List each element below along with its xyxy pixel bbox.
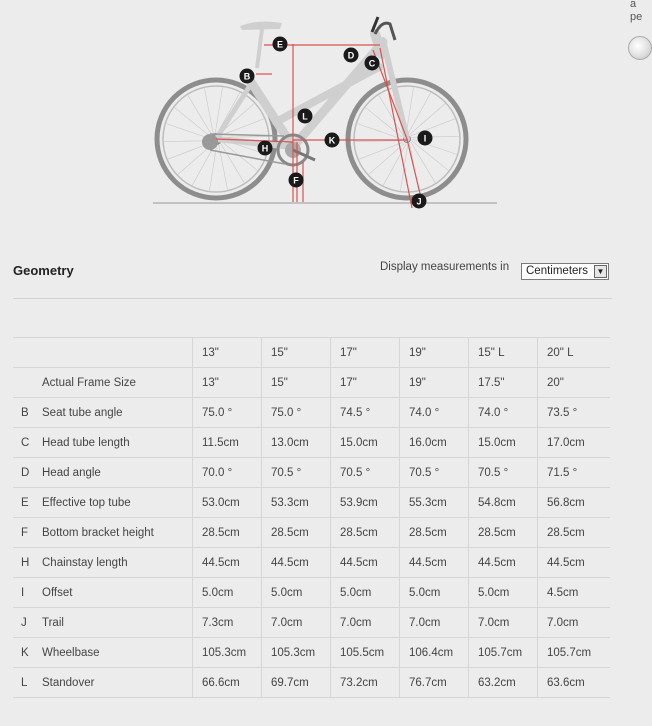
table-cell: 53.9cm bbox=[331, 488, 400, 518]
row-label: Actual Frame Size bbox=[42, 368, 193, 398]
table-row bbox=[13, 488, 610, 518]
diagram-marker-e bbox=[273, 37, 288, 52]
table-cell: 28.5cm bbox=[262, 518, 331, 548]
diagram-marker-h bbox=[258, 141, 273, 156]
row-key bbox=[13, 368, 42, 398]
geometry-title: Geometry bbox=[13, 263, 74, 278]
table-cell: 105.5cm bbox=[331, 638, 400, 668]
row-label: Head angle bbox=[42, 458, 193, 488]
table-cell: 70.5 ° bbox=[469, 458, 538, 488]
table-cell: 5.0cm bbox=[400, 578, 469, 608]
table-cell: 70.0 ° bbox=[193, 458, 262, 488]
table-cell: 76.7cm bbox=[400, 668, 469, 698]
row-key: L bbox=[13, 668, 42, 698]
table-cell: 105.3cm bbox=[262, 638, 331, 668]
svg-text:L: L bbox=[302, 111, 308, 122]
table-cell: 5.0cm bbox=[193, 578, 262, 608]
table-header-name bbox=[42, 338, 193, 368]
table-cell: 55.3cm bbox=[400, 488, 469, 518]
corner-text: a pe bbox=[630, 0, 643, 23]
svg-text:E: E bbox=[276, 39, 284, 50]
diagram-marker-f bbox=[289, 173, 304, 188]
table-cell: 105.3cm bbox=[193, 638, 262, 668]
svg-text:B: B bbox=[243, 71, 251, 82]
table-cell: 5.0cm bbox=[469, 578, 538, 608]
bike-frame bbox=[216, 34, 407, 147]
table-cell: 7.0cm bbox=[469, 608, 538, 638]
table-cell: 63.2cm bbox=[469, 668, 538, 698]
display-measurements-label: Display measurements in bbox=[380, 261, 510, 273]
svg-text:I: I bbox=[423, 133, 427, 144]
diagram-marker-l bbox=[298, 109, 313, 124]
svg-text:D: D bbox=[347, 50, 355, 61]
table-row bbox=[13, 428, 610, 458]
row-key: J bbox=[13, 608, 42, 638]
table-cell: 7.0cm bbox=[262, 608, 331, 638]
unit-select-value: Centimeters bbox=[526, 265, 588, 277]
table-header-row bbox=[13, 338, 610, 368]
corner-button[interactable] bbox=[628, 36, 652, 60]
table-cell: 15.0cm bbox=[331, 428, 400, 458]
table-cell: 63.6cm bbox=[538, 668, 610, 698]
diagram-marker-d bbox=[344, 48, 359, 63]
table-cell: 44.5cm bbox=[400, 548, 469, 578]
table-row bbox=[13, 608, 610, 638]
table-cell: 44.5cm bbox=[469, 548, 538, 578]
table-cell: 28.5cm bbox=[331, 518, 400, 548]
divider bbox=[13, 298, 612, 299]
row-key: H bbox=[13, 548, 42, 578]
unit-select[interactable] bbox=[521, 263, 609, 280]
table-cell: 105.7cm bbox=[538, 638, 610, 668]
column-header-size: 19" bbox=[400, 338, 469, 368]
svg-text:C: C bbox=[368, 58, 376, 69]
table-cell: 7.0cm bbox=[400, 608, 469, 638]
row-label: Effective top tube bbox=[42, 488, 193, 518]
row-key: F bbox=[13, 518, 42, 548]
table-cell: 74.5 ° bbox=[331, 398, 400, 428]
column-header-size: 20" L bbox=[538, 338, 610, 368]
table-cell: 44.5cm bbox=[262, 548, 331, 578]
table-cell: 28.5cm bbox=[193, 518, 262, 548]
diagram-marker-j bbox=[412, 194, 427, 209]
table-row bbox=[13, 518, 610, 548]
table-cell: 20" bbox=[538, 368, 610, 398]
column-header-size: 15" L bbox=[469, 338, 538, 368]
row-label: Chainstay length bbox=[42, 548, 193, 578]
table-cell: 73.5 ° bbox=[538, 398, 610, 428]
table-cell: 13" bbox=[193, 368, 262, 398]
table-cell: 16.0cm bbox=[400, 428, 469, 458]
table-cell: 71.5 ° bbox=[538, 458, 610, 488]
row-key: B bbox=[13, 398, 42, 428]
svg-text:F: F bbox=[293, 175, 299, 186]
row-label: Wheelbase bbox=[42, 638, 193, 668]
table-cell: 44.5cm bbox=[331, 548, 400, 578]
table-cell: 69.7cm bbox=[262, 668, 331, 698]
geometry-table bbox=[13, 337, 610, 698]
table-row bbox=[13, 368, 610, 398]
table-cell: 70.5 ° bbox=[262, 458, 331, 488]
row-key: K bbox=[13, 638, 42, 668]
table-cell: 11.5cm bbox=[193, 428, 262, 458]
row-label: Bottom bracket height bbox=[42, 518, 193, 548]
table-cell: 17.0cm bbox=[538, 428, 610, 458]
table-cell: 56.8cm bbox=[538, 488, 610, 518]
table-row bbox=[13, 548, 610, 578]
table-cell: 13.0cm bbox=[262, 428, 331, 458]
table-row bbox=[13, 668, 610, 698]
table-row bbox=[13, 458, 610, 488]
table-cell: 53.3cm bbox=[262, 488, 331, 518]
table-cell: 15" bbox=[262, 368, 331, 398]
table-cell: 74.0 ° bbox=[400, 398, 469, 428]
table-cell: 17" bbox=[331, 368, 400, 398]
column-header-size: 13" bbox=[193, 338, 262, 368]
table-cell: 19" bbox=[400, 368, 469, 398]
table-cell: 28.5cm bbox=[400, 518, 469, 548]
row-label: Standover bbox=[42, 668, 193, 698]
table-cell: 28.5cm bbox=[538, 518, 610, 548]
row-key: E bbox=[13, 488, 42, 518]
table-cell: 53.0cm bbox=[193, 488, 262, 518]
diagram-marker-b bbox=[240, 69, 255, 84]
table-cell: 106.4cm bbox=[400, 638, 469, 668]
chevron-down-icon[interactable]: ▼ bbox=[594, 265, 607, 278]
bike-geometry-diagram bbox=[150, 12, 500, 212]
table-row bbox=[13, 638, 610, 668]
table-cell: 70.5 ° bbox=[400, 458, 469, 488]
table-cell: 73.2cm bbox=[331, 668, 400, 698]
table-cell: 44.5cm bbox=[538, 548, 610, 578]
table-cell: 74.0 ° bbox=[469, 398, 538, 428]
diagram-marker-c bbox=[365, 56, 380, 71]
table-cell: 7.3cm bbox=[193, 608, 262, 638]
diagram-marker-k bbox=[325, 133, 340, 148]
row-key: D bbox=[13, 458, 42, 488]
table-cell: 28.5cm bbox=[469, 518, 538, 548]
table-row bbox=[13, 398, 610, 428]
table-cell: 105.7cm bbox=[469, 638, 538, 668]
table-cell: 17.5" bbox=[469, 368, 538, 398]
table-header-key bbox=[13, 338, 42, 368]
column-header-size: 17" bbox=[331, 338, 400, 368]
table-cell: 70.5 ° bbox=[331, 458, 400, 488]
table-cell: 7.0cm bbox=[331, 608, 400, 638]
table-cell: 75.0 ° bbox=[193, 398, 262, 428]
table-cell: 66.6cm bbox=[193, 668, 262, 698]
row-key: C bbox=[13, 428, 42, 458]
svg-text:H: H bbox=[261, 143, 269, 154]
table-cell: 75.0 ° bbox=[262, 398, 331, 428]
table-cell: 54.8cm bbox=[469, 488, 538, 518]
table-cell: 5.0cm bbox=[262, 578, 331, 608]
row-label: Trail bbox=[42, 608, 193, 638]
row-label: Seat tube angle bbox=[42, 398, 193, 428]
column-header-size: 15" bbox=[262, 338, 331, 368]
row-label: Offset bbox=[42, 578, 193, 608]
row-key: I bbox=[13, 578, 42, 608]
svg-text:J: J bbox=[416, 196, 422, 207]
table-cell: 4.5cm bbox=[538, 578, 610, 608]
table-cell: 7.0cm bbox=[538, 608, 610, 638]
svg-text:K: K bbox=[328, 135, 336, 146]
table-row bbox=[13, 578, 610, 608]
table-cell: 15.0cm bbox=[469, 428, 538, 458]
diagram-marker-i bbox=[418, 131, 433, 146]
table-cell: 44.5cm bbox=[193, 548, 262, 578]
row-label: Head tube length bbox=[42, 428, 193, 458]
table-cell: 5.0cm bbox=[331, 578, 400, 608]
